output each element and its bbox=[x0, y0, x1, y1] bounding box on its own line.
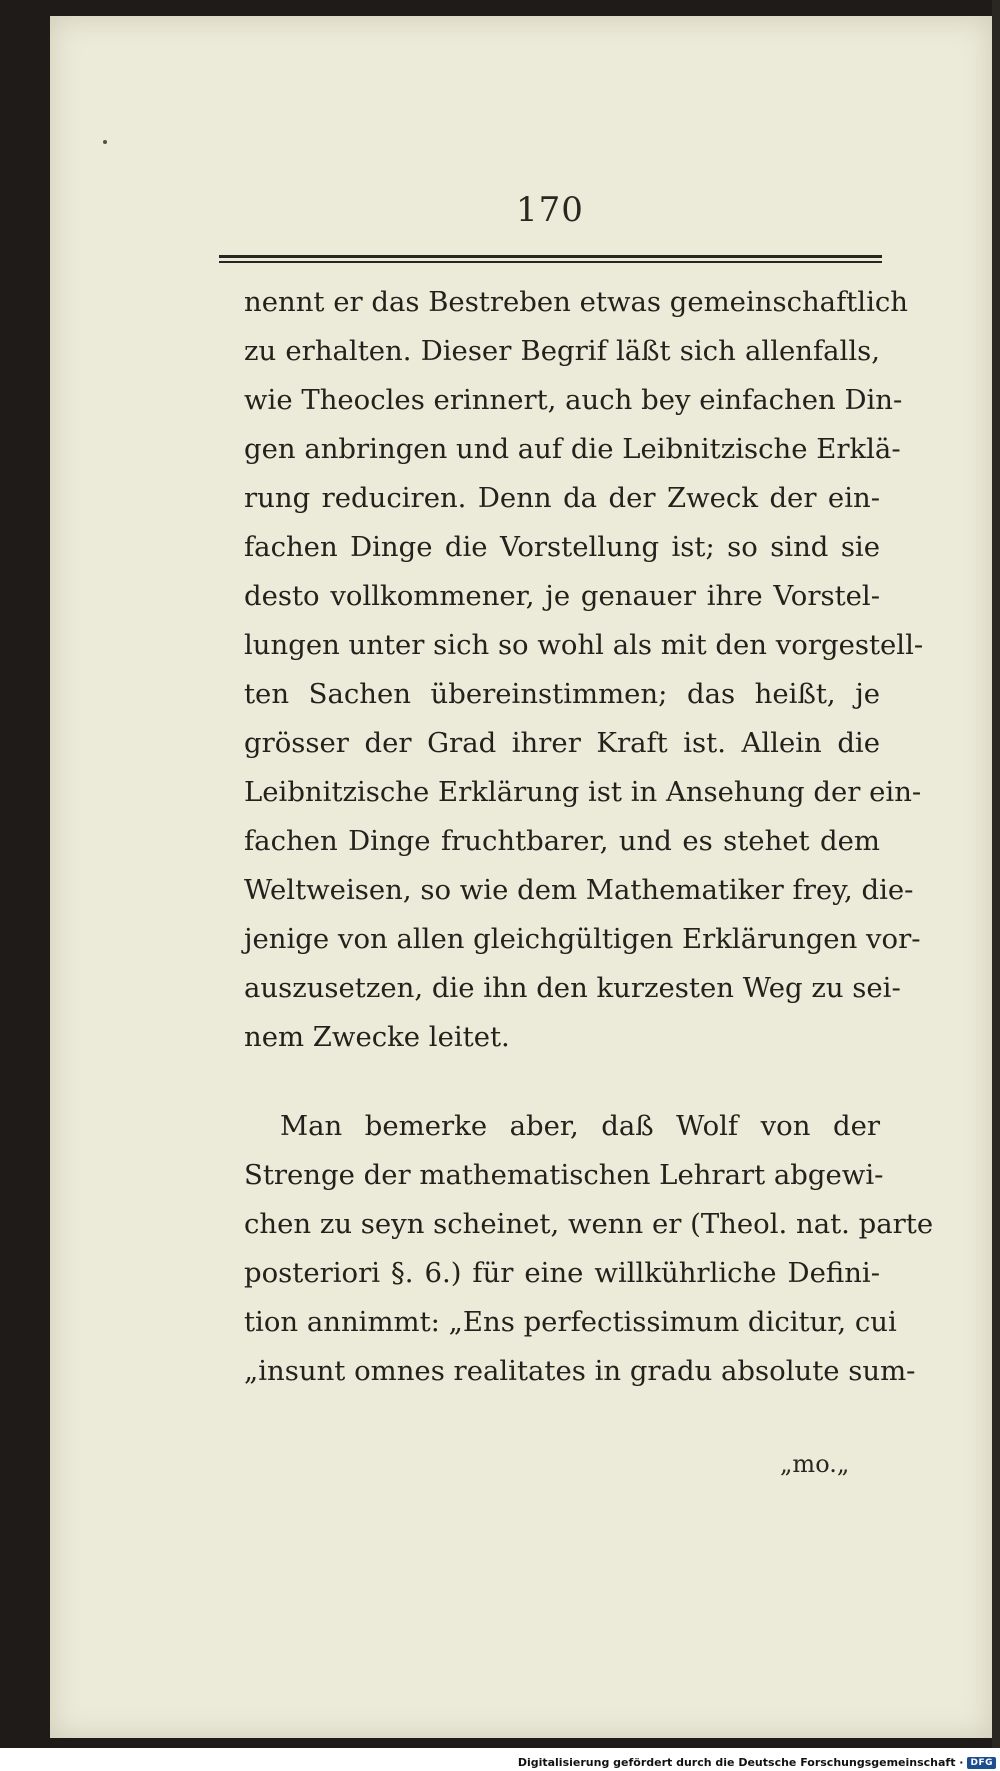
paragraph-gap bbox=[244, 1062, 880, 1102]
text-line: Man bemerke aber, daß Wolf von der bbox=[280, 1110, 880, 1142]
text-line: zu erhalten. Dieser Begrif läßt sich allenfalls, bbox=[244, 335, 880, 367]
digitization-credit bbox=[518, 1756, 996, 1769]
text-line: Leibnitzische Erklärung ist in Ansehung der ein- bbox=[244, 776, 922, 808]
text-line: „insunt omnes realitates in gradu absolute sum- bbox=[244, 1355, 916, 1387]
text-line: ten Sachen übereinstimmen; das heißt, je bbox=[244, 678, 880, 710]
catchword: „mo.„ bbox=[780, 1450, 850, 1478]
text-line: gen anbringen und auf die Leibnitzische Erklä- bbox=[244, 433, 901, 465]
page-number: 170 bbox=[516, 190, 584, 230]
text-line: Strenge der mathematischen Lehrart abgewi- bbox=[244, 1159, 884, 1191]
text-line: tion annimmt: „Ens perfectissimum dicitur, cui bbox=[244, 1306, 897, 1338]
text-line: rung reduciren. Denn da der Zweck der ein- bbox=[244, 482, 880, 514]
text-line: desto vollkommener, je genauer ihre Vorstel- bbox=[244, 580, 880, 612]
text-line: auszusetzen, die ihn den kurzesten Weg zu sei- bbox=[244, 972, 901, 1004]
page-body bbox=[244, 278, 934, 1396]
text-line: nem Zwecke leitet. bbox=[244, 1021, 510, 1053]
text-line: fachen Dinge fruchtbarer, und es stehet dem bbox=[244, 825, 880, 857]
book-edge bbox=[992, 0, 1000, 1748]
text-line: jenige von allen gleichgültigen Erklärungen vor- bbox=[244, 923, 921, 955]
text-line: grösser der Grad ihrer Kraft ist. Allein die bbox=[244, 727, 880, 759]
text-line: wie Theocles erinnert, auch bey einfachen Din- bbox=[244, 384, 903, 416]
text-line: posteriori §. 6.) für eine willkührliche Defini- bbox=[244, 1257, 880, 1289]
text-line: chen zu seyn scheinet, wenn er (Theol. nat. parte bbox=[244, 1208, 934, 1240]
header-rule bbox=[219, 255, 882, 263]
credit-text: Digitalisierung gefördert durch die Deutsche Forschungsgemeinschaft · bbox=[517, 1756, 964, 1769]
text-line: fachen Dinge die Vorstellung ist; so sind sie bbox=[244, 531, 880, 563]
text-line: Weltweisen, so wie dem Mathematiker frey, die- bbox=[244, 874, 914, 906]
text-line: lungen unter sich so wohl als mit den vorgestell- bbox=[244, 629, 924, 661]
paper-speck bbox=[103, 140, 107, 144]
dfg-logo: DFG bbox=[967, 1757, 996, 1769]
text-line: nennt er das Bestreben etwas gemeinschaftlich bbox=[244, 286, 909, 318]
